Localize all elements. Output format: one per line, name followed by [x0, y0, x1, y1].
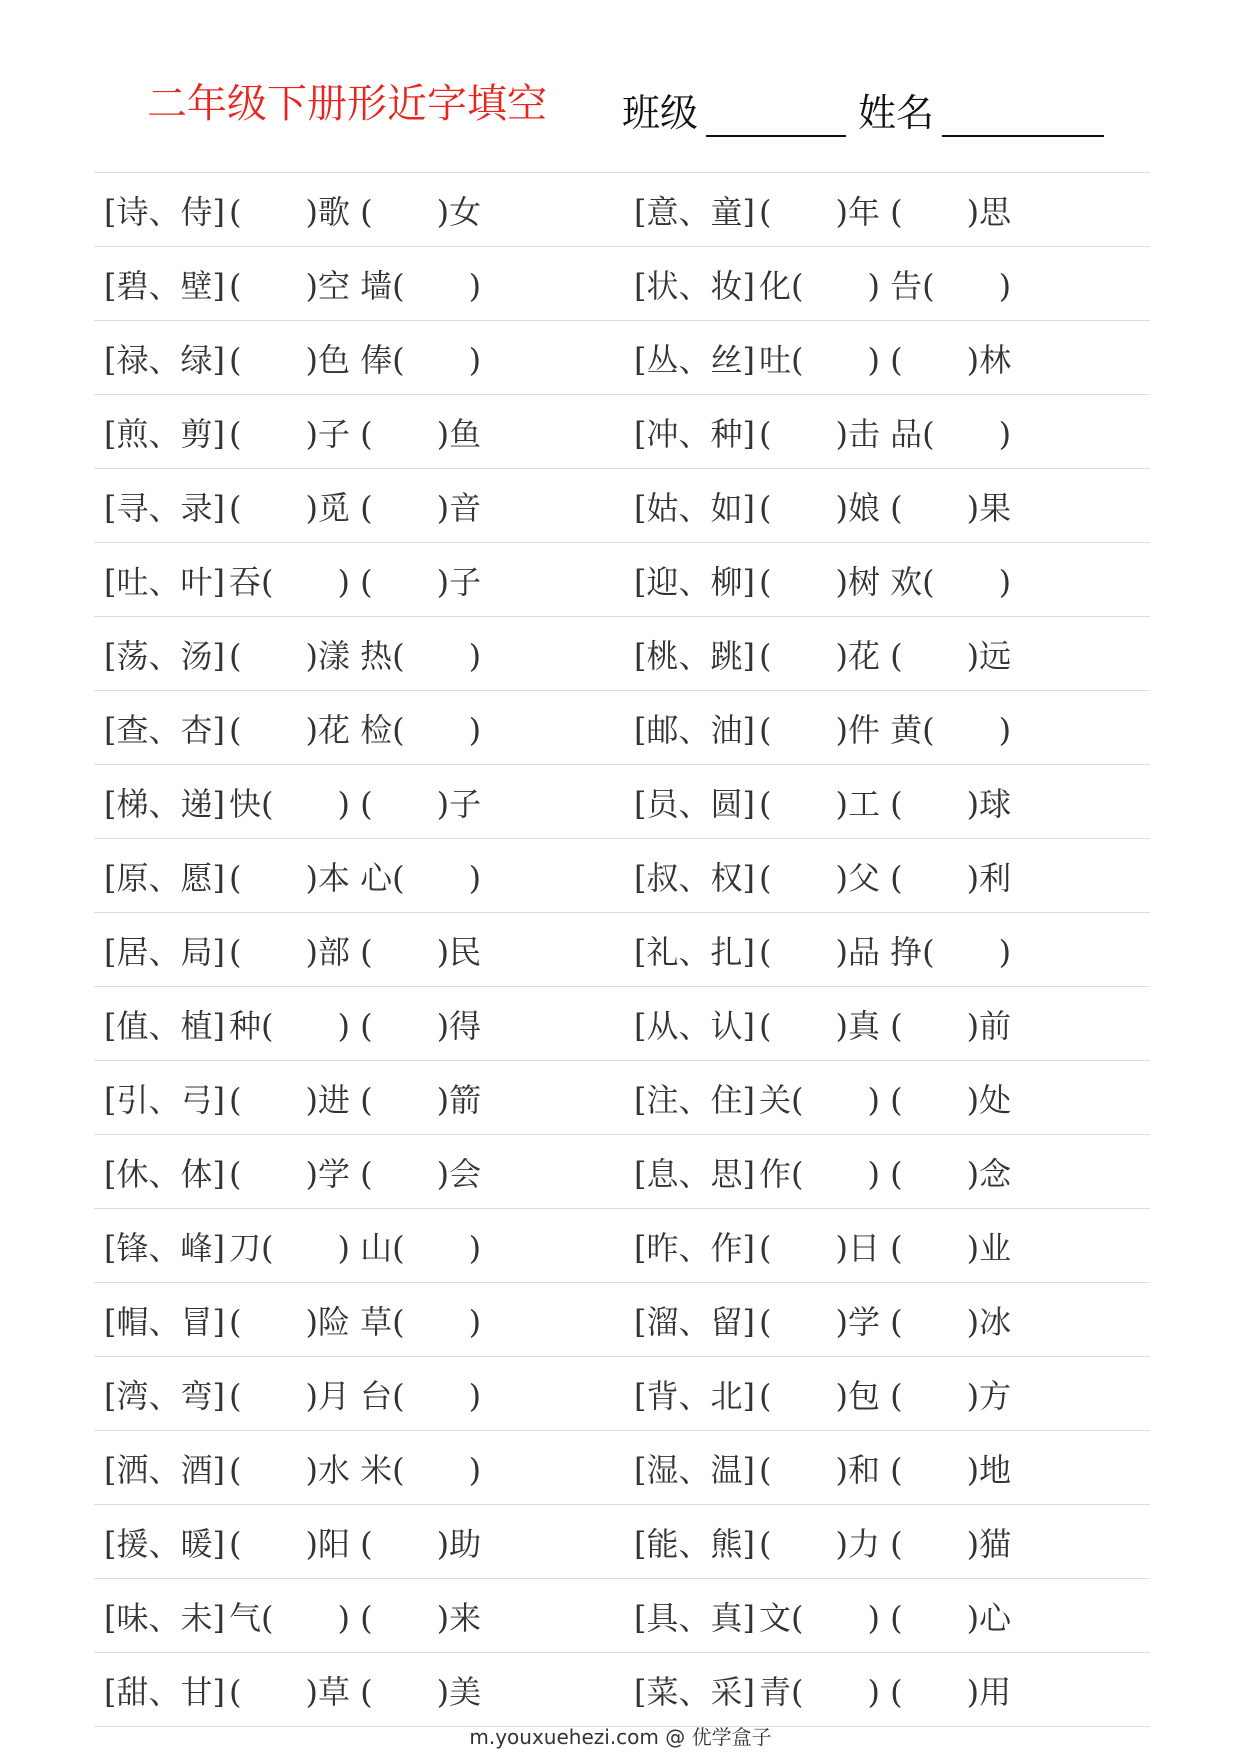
character-pair: [冲、种] [634, 415, 755, 453]
fill-in-blanks[interactable]: ( )包 ( )方 [758, 1377, 1012, 1415]
character-pair: [礼、扎] [634, 933, 755, 971]
exercise-row [94, 1282, 1150, 1356]
fill-in-blanks[interactable]: 气( ) ( )来 [228, 1599, 482, 1637]
exercise-row [94, 1430, 1150, 1504]
exercise-item-right [634, 1223, 1011, 1269]
character-pair: [荡、汤] [104, 637, 225, 675]
character-pair: [意、童] [634, 193, 755, 231]
character-pair: [甜、甘] [104, 1673, 225, 1711]
fill-in-blanks[interactable]: ( )树 欢( ) [758, 563, 1012, 601]
name-blank-line[interactable] [942, 99, 1104, 137]
exercise-item-right [634, 1445, 1011, 1491]
character-pair: [湿、温] [634, 1451, 755, 1489]
exercise-item-left [104, 1075, 481, 1121]
character-pair: [员、圆] [634, 785, 755, 823]
fill-in-blanks[interactable]: 化( ) 告( ) [758, 267, 1012, 305]
exercise-row [94, 1504, 1150, 1578]
exercise-list [94, 172, 1150, 1727]
exercise-item-left [104, 1445, 481, 1491]
fill-in-blanks[interactable]: ( )花 检( ) [228, 711, 482, 749]
exercise-item-left [104, 853, 481, 899]
fill-in-blanks[interactable]: 种( ) ( )得 [228, 1007, 482, 1045]
fill-in-blanks[interactable]: 快( ) ( )子 [228, 785, 482, 823]
exercise-row [94, 1208, 1150, 1282]
exercise-row [94, 1356, 1150, 1430]
exercise-row [94, 838, 1150, 912]
footer-source: m.youxuehezi.com @ 优学盒子 [469, 1725, 772, 1749]
exercise-item-left [104, 1593, 481, 1639]
character-pair: [从、认] [634, 1007, 755, 1045]
character-pair: [背、北] [634, 1377, 755, 1415]
exercise-item-right [634, 1001, 1011, 1047]
exercise-item-right [634, 1371, 1011, 1417]
fill-in-blanks[interactable]: ( )本 心( ) [228, 859, 482, 897]
exercise-item-right [634, 557, 1011, 603]
fill-in-blanks[interactable]: ( )部 ( )民 [228, 933, 482, 971]
exercise-item-right [634, 853, 1011, 899]
exercise-item-right [634, 1149, 1011, 1195]
exercise-item-left [104, 1371, 481, 1417]
exercise-item-right [634, 1075, 1011, 1121]
character-pair: [居、局] [104, 933, 225, 971]
character-pair: [丛、丝] [634, 341, 755, 379]
exercise-row [94, 690, 1150, 764]
exercise-item-left [104, 1519, 481, 1565]
character-pair: [湾、弯] [104, 1377, 225, 1415]
character-pair: [溜、留] [634, 1303, 755, 1341]
character-pair: [休、体] [104, 1155, 225, 1193]
fill-in-blanks[interactable]: 文( ) ( )心 [758, 1599, 1012, 1637]
fill-in-blanks[interactable]: ( )漾 热( ) [228, 637, 482, 675]
class-label: 班级 [622, 91, 699, 135]
character-pair: [诗、侍] [104, 193, 225, 231]
character-pair: [梯、递] [104, 785, 225, 823]
fill-in-blanks[interactable]: 刀( ) 山( ) [228, 1229, 482, 1267]
worksheet-title: 二年级下册形近字填空 [147, 81, 547, 127]
character-pair: [吐、叶] [104, 563, 225, 601]
fill-in-blanks[interactable]: ( )水 米( ) [228, 1451, 482, 1489]
exercise-row [94, 172, 1150, 246]
fill-in-blanks[interactable]: 作( ) ( )念 [758, 1155, 1012, 1193]
character-pair: [桃、跳] [634, 637, 755, 675]
fill-in-blanks[interactable]: 关( ) ( )处 [758, 1081, 1012, 1119]
character-pair: [息、思] [634, 1155, 755, 1193]
character-pair: [锋、峰] [104, 1229, 225, 1267]
fill-in-blanks[interactable]: ( )和 ( )地 [758, 1451, 1012, 1489]
fill-in-blanks[interactable]: ( )学 ( )会 [228, 1155, 482, 1193]
character-pair: [菜、采] [634, 1673, 755, 1711]
exercise-row [94, 542, 1150, 616]
exercise-item-left [104, 1223, 481, 1269]
character-pair: [昨、作] [634, 1229, 755, 1267]
exercise-item-left [104, 483, 481, 529]
exercise-row [94, 1060, 1150, 1134]
class-blank-line[interactable] [706, 99, 846, 137]
character-pair: [援、暖] [104, 1525, 225, 1563]
exercise-item-right [634, 1297, 1011, 1343]
exercise-row [94, 468, 1150, 542]
fill-in-blanks[interactable]: ( )日 ( )业 [758, 1229, 1012, 1267]
character-pair: [值、植] [104, 1007, 225, 1045]
student-info [622, 82, 1104, 137]
fill-in-blanks[interactable]: ( )件 黄( ) [758, 711, 1012, 749]
fill-in-blanks[interactable]: 吞( ) ( )子 [228, 563, 482, 601]
exercise-item-right [634, 631, 1011, 677]
fill-in-blanks[interactable]: ( )草 ( )美 [228, 1673, 482, 1711]
exercise-row [94, 616, 1150, 690]
exercise-row [94, 246, 1150, 320]
fill-in-blanks[interactable]: ( )月 台( ) [228, 1377, 482, 1415]
character-pair: [碧、壁] [104, 267, 225, 305]
fill-in-blanks[interactable]: ( )工 ( )球 [758, 785, 1012, 823]
exercise-row [94, 912, 1150, 986]
exercise-item-left [104, 335, 481, 381]
fill-in-blanks[interactable]: ( )歌 ( )女 [228, 193, 482, 231]
exercise-item-left [104, 261, 481, 307]
fill-in-blanks[interactable]: ( )年 ( )思 [758, 193, 1012, 231]
exercise-item-left [104, 187, 481, 233]
exercise-row [94, 764, 1150, 838]
worksheet-header [0, 62, 1241, 142]
exercise-item-left [104, 557, 481, 603]
character-pair: [洒、酒] [104, 1451, 225, 1489]
exercise-item-left [104, 1149, 481, 1195]
exercise-item-left [104, 409, 481, 455]
exercise-item-left [104, 1297, 481, 1343]
fill-in-blanks[interactable]: ( )品 挣( ) [758, 933, 1012, 971]
exercise-row [94, 1578, 1150, 1652]
exercise-row [94, 986, 1150, 1060]
character-pair: [状、妆] [634, 267, 755, 305]
character-pair: [叔、权] [634, 859, 755, 897]
exercise-row [94, 1134, 1150, 1208]
exercise-item-right [634, 1519, 1011, 1565]
exercise-item-right [634, 1667, 1011, 1713]
exercise-item-right [634, 483, 1011, 529]
fill-in-blanks[interactable]: ( )花 ( )远 [758, 637, 1012, 675]
exercise-item-left [104, 631, 481, 677]
name-label: 姓名 [858, 91, 935, 135]
fill-in-blanks[interactable]: 青( ) ( )用 [758, 1673, 1012, 1711]
character-pair: [迎、柳] [634, 563, 755, 601]
exercise-item-left [104, 1667, 481, 1713]
fill-in-blanks[interactable]: ( )击 品( ) [758, 415, 1012, 453]
fill-in-blanks[interactable]: 吐( ) ( )林 [758, 341, 1012, 379]
character-pair: [能、熊] [634, 1525, 755, 1563]
fill-in-blanks[interactable]: ( )娘 ( )果 [758, 489, 1012, 527]
character-pair: [帽、冒] [104, 1303, 225, 1341]
exercise-row [94, 320, 1150, 394]
exercise-item-right [634, 187, 1011, 233]
character-pair: [姑、如] [634, 489, 755, 527]
exercise-item-left [104, 1001, 481, 1047]
fill-in-blanks[interactable]: ( )险 草( ) [228, 1303, 482, 1341]
character-pair: [味、未] [104, 1599, 225, 1637]
character-pair: [注、住] [634, 1081, 755, 1119]
character-pair: [查、杏] [104, 711, 225, 749]
exercise-row [94, 394, 1150, 468]
character-pair: [邮、油] [634, 711, 755, 749]
character-pair: [煎、剪] [104, 415, 225, 453]
exercise-row [94, 1652, 1150, 1727]
fill-in-blanks[interactable]: ( )空 墙( ) [228, 267, 482, 305]
fill-in-blanks[interactable]: ( )子 ( )鱼 [228, 415, 482, 453]
fill-in-blanks[interactable]: ( )进 ( )箭 [228, 1081, 482, 1119]
character-pair: [禄、绿] [104, 341, 225, 379]
fill-in-blanks[interactable]: ( )力 ( )猫 [758, 1525, 1012, 1563]
exercise-item-right [634, 335, 1011, 381]
exercise-item-right [634, 705, 1011, 751]
exercise-item-right [634, 1593, 1011, 1639]
character-pair: [原、愿] [104, 859, 225, 897]
exercise-item-right [634, 409, 1011, 455]
character-pair: [引、弓] [104, 1081, 225, 1119]
exercise-item-right [634, 261, 1011, 307]
character-pair: [具、真] [634, 1599, 755, 1637]
fill-in-blanks[interactable]: ( )学 ( )冰 [758, 1303, 1012, 1341]
fill-in-blanks[interactable]: ( )阳 ( )助 [228, 1525, 482, 1563]
fill-in-blanks[interactable]: ( )觅 ( )音 [228, 489, 482, 527]
fill-in-blanks[interactable]: ( )色 俸( ) [228, 341, 482, 379]
fill-in-blanks[interactable]: ( )父 ( )利 [758, 859, 1012, 897]
exercise-item-right [634, 927, 1011, 973]
fill-in-blanks[interactable]: ( )真 ( )前 [758, 1007, 1012, 1045]
character-pair: [寻、录] [104, 489, 225, 527]
exercise-item-right [634, 779, 1011, 825]
exercise-item-left [104, 779, 481, 825]
exercise-item-left [104, 705, 481, 751]
exercise-item-left [104, 927, 481, 973]
